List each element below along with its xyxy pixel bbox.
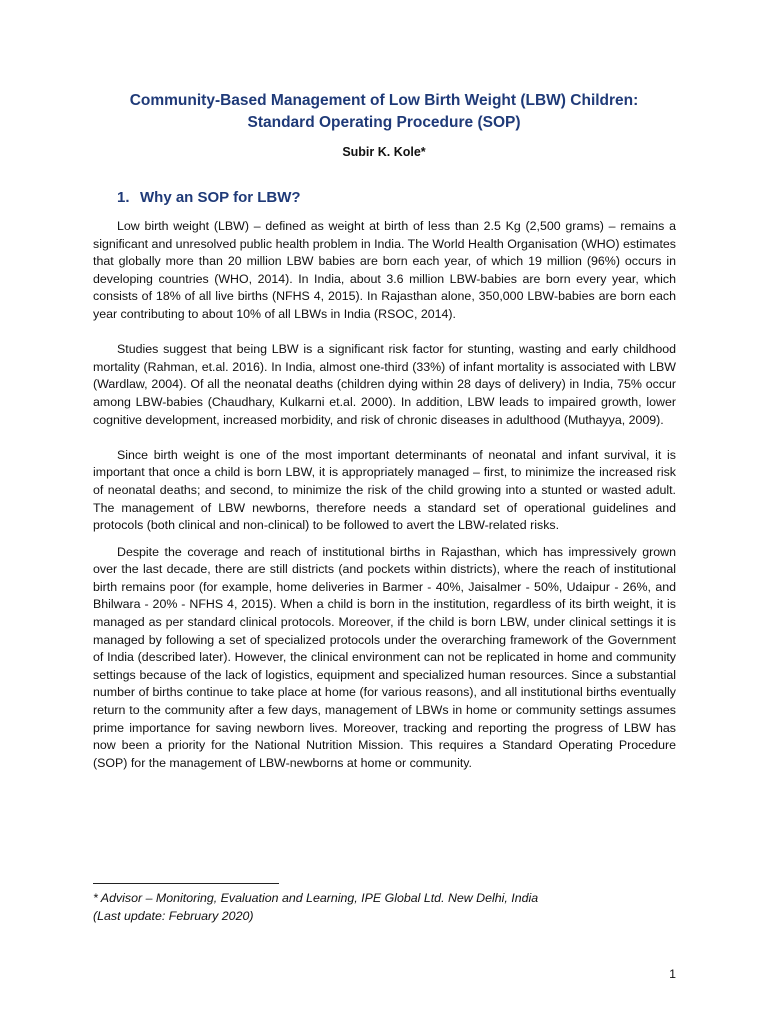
title-line-2: Standard Operating Procedure (SOP) <box>247 114 521 131</box>
footnotes <box>93 889 693 925</box>
body-text <box>93 218 676 772</box>
footnote-last-update: (Last update: February 2020) <box>93 909 254 923</box>
document-title <box>60 90 708 134</box>
footnote-divider <box>93 883 279 884</box>
footnote-affiliation: * Advisor – Monitoring, Evaluation and Learning, IPE Global Ltd. New Delhi, India <box>93 891 539 905</box>
author-name: Subir K. Kole* <box>342 145 426 159</box>
section-heading <box>117 187 301 209</box>
title-line-1: Community-Based Management of Low Birth Weight (LBW) Children: <box>129 92 639 109</box>
paragraph-3: Since birth weight is one of the most important determinants of neonatal and infant survival, it is important that once a child is born LBW, it is appropriately managed – first, to minimize the increased risk of neonatal deaths; and second, to minimize the risk of the child growing into a stunted or wasted adult. The management of LBW newborns, therefore needs a standard set of operational guidelines and protocols (both clinical and non-clinical) to be followed to avert the LBW-related risks. <box>93 447 676 533</box>
paragraph-2: Studies suggest that being LBW is a significant risk factor for stunting, wasting and early childhood mortality (Rahman, et.al. 2016). In India, almost one-third (33%) of infant mortality is associated with LBW (Wardlaw, 2004). Of all the neonatal deaths (children dying within 28 days of delivery) in India, 75% occur among LBW-babies (Chaudhary, Kulkarni et.al. 2000). In addition, LBW leads to impaired growth, lower cognitive development, increased morbidity, and risk of chronic diseases in adulthood (Muthayya, 2009). <box>93 342 676 427</box>
section-title: Why an SOP for LBW? <box>140 189 301 206</box>
paragraph-1: Low birth weight (LBW) – defined as weight at birth of less than 2.5 Kg (2,500 grams) – remains a significant and unresolved public health problem in India. The World Health Organisation (WHO) estimates that globally more than 20 million LBW babies are born each year, of which 19 million (96%) occurs in developing countries (WHO, 2014). In India, about 3.6 million LBW-babies are born every year, which consists of 18% of all live births (NFHS 4, 2015). In Rajasthan alone, 350,000 LBW-babies are born each year contributing to about 10% of all LBWs in India (RSOC, 2014). <box>93 219 676 321</box>
section-number: 1. <box>117 189 130 206</box>
page-number: 1 <box>669 967 676 981</box>
paragraph-4: Despite the coverage and reach of institutional births in Rajasthan, which has impressively grown over the last decade, there are still districts (and pockets within districts), where the reach of institutional birth remains poor (for example, home deliveries in Barmer - 40%, Jaisalmer - 50%, Udaipur - 26%, and Bhilwara - 20% - NFHS 4, 2015). When a child is born in the institution, regardless of its birth weight, it is managed as per standard clinical protocols. Moreover, if the child is born LBW, under clinical settings it is managed by following a set of specialized protocols under the overarching framework of the Government of India (described later). However, the clinical environment can not be replicated in home and community settings because of the lack of logistics, equipment and specialized human resources. Since a substantial number of births continue to take place at home (for various reasons), and all institutional births eventually return to the community after a few days, management of LBWs in home or community settings assumes prime importance for saving newborn lives. Moreover, tracking and reporting the progress of LBW has now been a priority for the National Nutrition Mission. This requires a Standard Operating Procedure (SOP) for the management of LBW-newborns at home or community. <box>93 544 676 770</box>
